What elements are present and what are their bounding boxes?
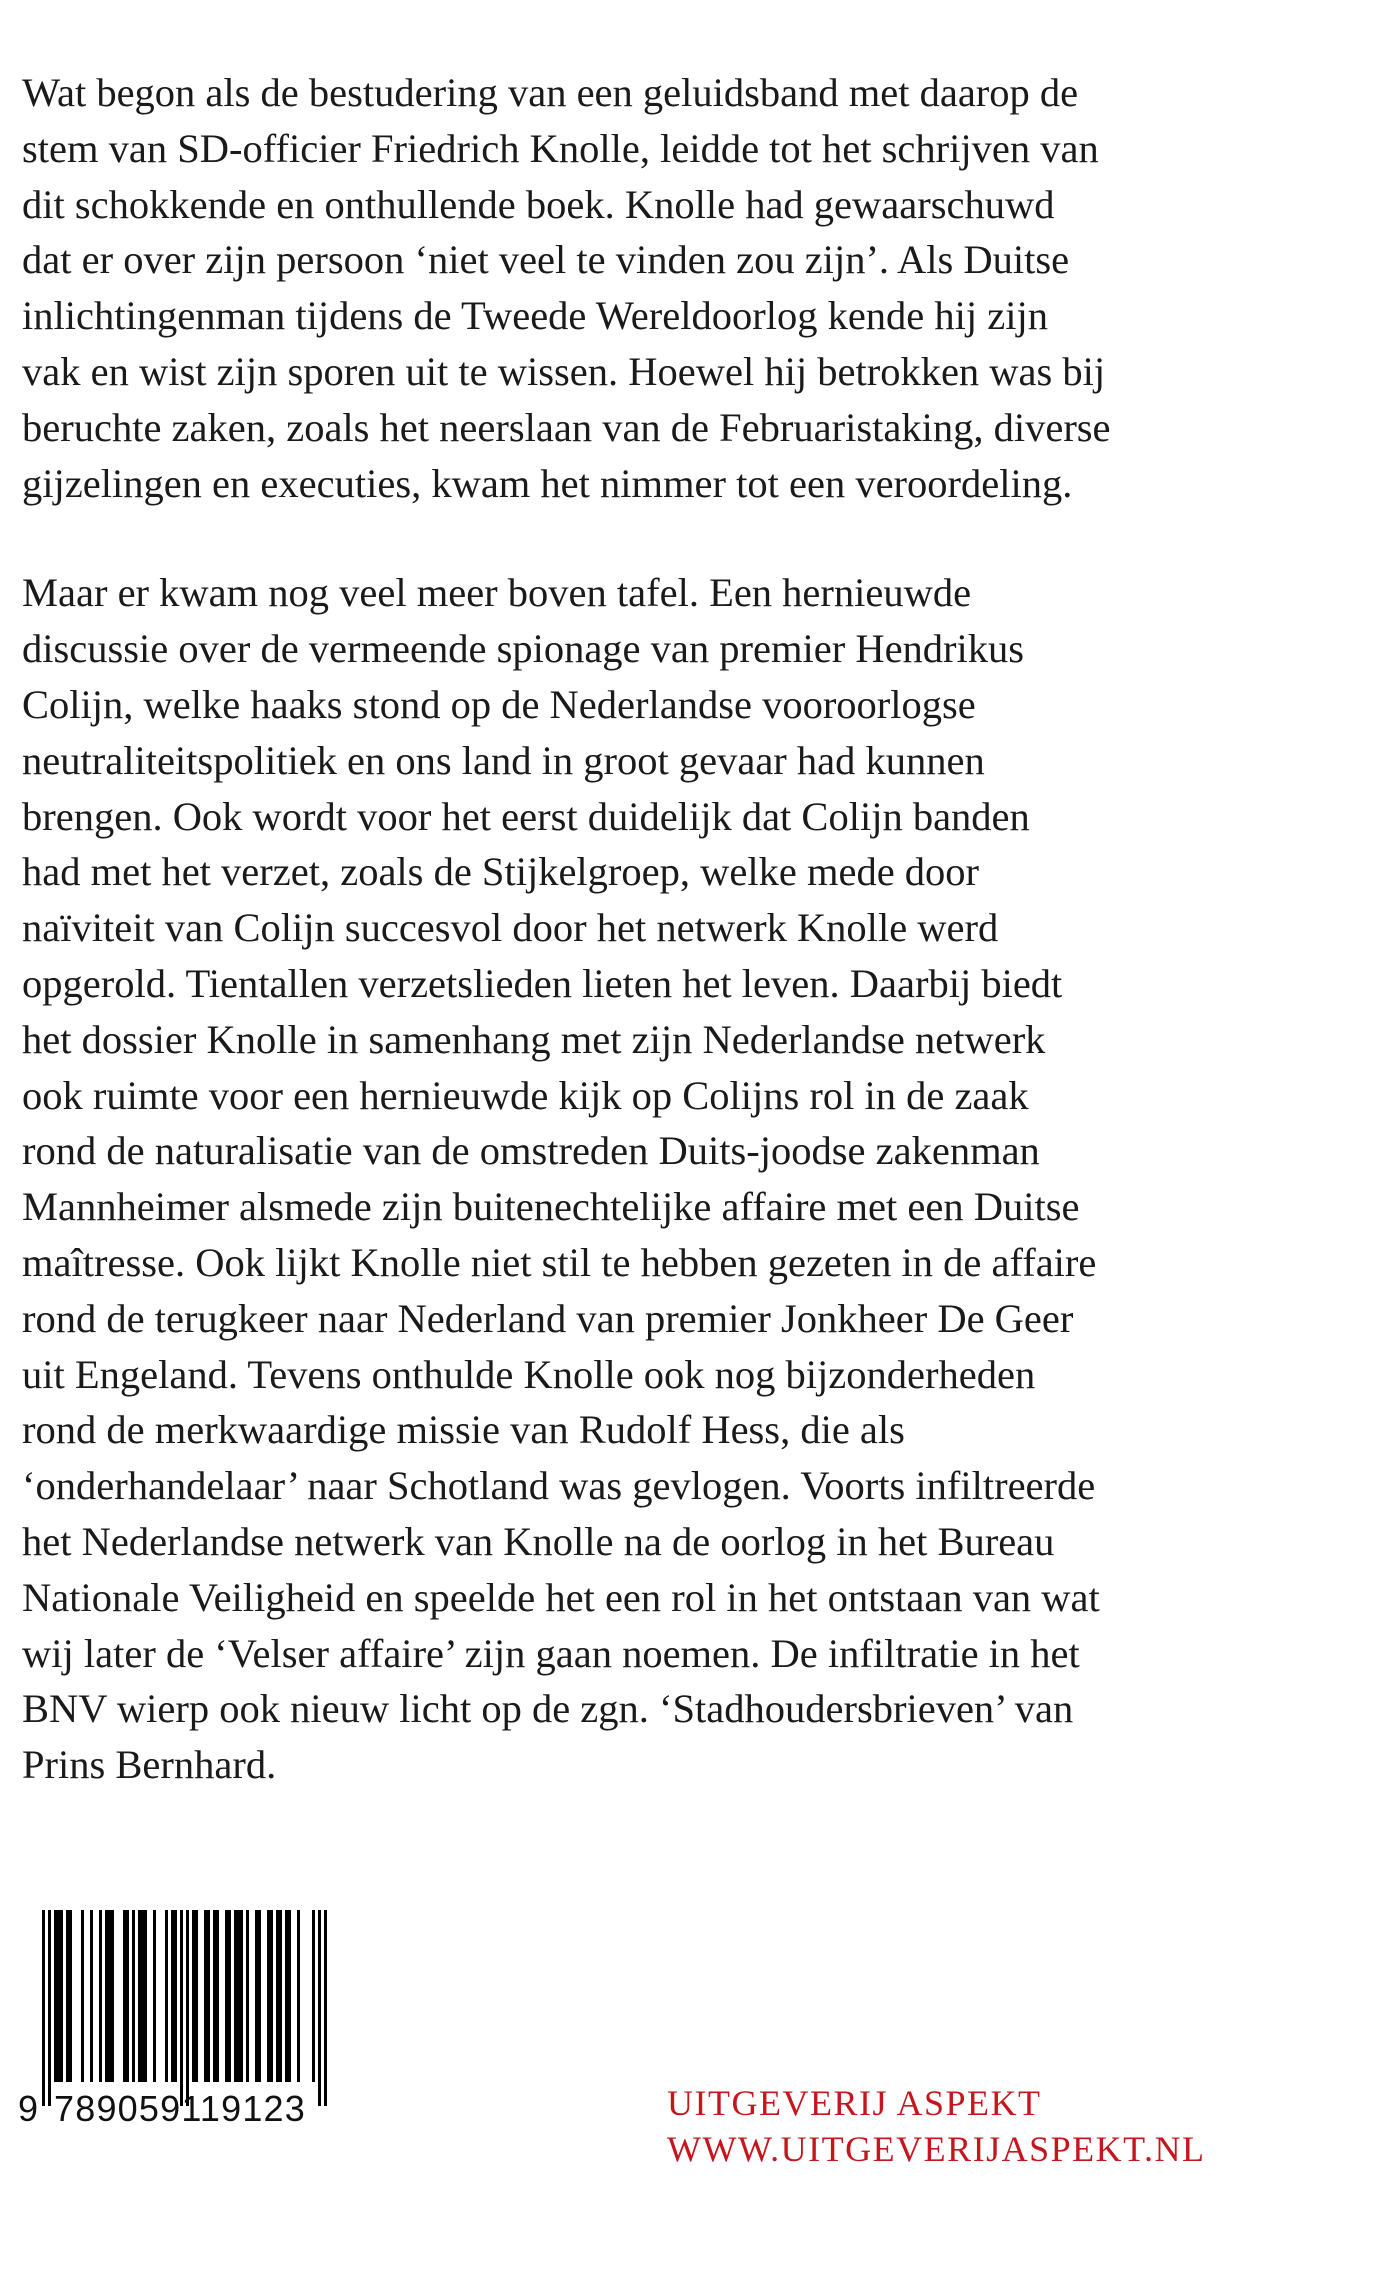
barcode-bar <box>228 1910 231 2082</box>
barcode-bar <box>276 1910 279 2082</box>
barcode-bar <box>240 1910 243 2082</box>
barcode-bar <box>234 1910 237 2082</box>
publisher-website[interactable]: WWW.UITGEVERIJASPEKT.NL <box>667 2129 1206 2169</box>
blurb-paragraph-1: Wat begon als de bestudering van een geluidsband met daarop de stem van SD-officier Friedrich Knolle, leidde tot het schrijven van dit schokkende en onthullende boek. Knolle had gewaarschuwd dat er over zijn persoon ‘niet veel te vinden zou zijn’. Als Duitse inlichtingenman tijdens de Tweede Wereldoorlog kende hij zijn vak en wist zijn sporen uit te wissen. Hoewel hij betrokken was bij beruchte zaken, zoals het neerslaan van de Februaristaking, diverse gijzelingen en executies, kwam het nimmer tot een veroordeling. <box>22 70 1111 506</box>
barcode-bar <box>153 1910 156 2082</box>
barcode-bar <box>69 1910 72 2082</box>
barcode-bar <box>216 1910 219 2082</box>
barcode-bar <box>111 1910 114 2082</box>
barcode-bar <box>57 1910 60 2082</box>
barcode-bar <box>285 1910 288 2082</box>
blurb-paragraph-2: Maar er kwam nog veel meer boven tafel. Een hernieuwde discussie over de vermeende spionage van premier Hendrikus Colijn, welke haaks stond op de Nederlandse vooroorlogse neutraliteitspolitiek en ons land in groot gevaar had kunnen brengen. Ook wordt voor het eerst duidelijk dat Colijn banden had met het verzet, zoals de Stijkelgroep, welke mede door naïviteit van Colijn succesvol door het netwerk Knolle werd opgerold. Tientallen verzetslieden lieten het leven. Daarbij biedt het dossier Knolle in samenhang met zijn Nederlandse netwerk ook ruimte voor een hernieuwde kijk op Colijns rol in de zaak rond de naturalisatie van de omstreden Duits-joodse zakenman Mannheimer alsmede zijn buitenechtelijke affaire met een Duitse maîtresse. Ook lijkt Knolle niet stil te hebben gezeten in de affaire rond de terugkeer naar Nederland van premier Jonkheer De Geer uit Engeland. Tevens onthulde Knolle ook nog bijzonderheden rond de merkwaardige missie van Rudolf Hess, die als ‘onderhandelaar’ naar Schotland was gevlogen. Voorts infiltreerde het Nederlandse netwerk van Knolle na de oorlog in het Bureau Nationale Veiligheid en speelde het een rol in het ontstaan van wat wij later de ‘Velser affaire’ zijn gaan noemen. De infiltratie in het BNV wierp ook nieuw licht op de zgn. ‘Stadhoudersbrieven’ van Prins Bernhard. <box>22 570 1100 1788</box>
isbn-first-digit: 9 <box>18 2088 39 2129</box>
barcode-bar <box>141 1910 144 2082</box>
isbn-number <box>16 2088 356 2130</box>
isbn-barcode <box>16 1908 356 2130</box>
blurb-text <box>22 65 1252 1793</box>
barcode-guard-bar <box>42 1910 45 2106</box>
barcode-bar <box>123 1910 126 2082</box>
barcode-bar <box>279 1910 282 2082</box>
isbn-digits: 789059119123 <box>54 2088 306 2129</box>
barcode-bar <box>138 1910 141 2082</box>
barcode-guard-bar <box>324 1910 327 2106</box>
barcode-bar <box>213 1910 216 2082</box>
barcode-bar <box>171 1910 174 2082</box>
barcode-guard-bar <box>180 1910 183 2106</box>
barcode-bar <box>297 1910 300 2082</box>
barcode-bar <box>195 1910 198 2082</box>
barcode-bar <box>105 1910 108 2082</box>
barcode-bar <box>288 1910 291 2082</box>
barcode-bar <box>255 1910 258 2082</box>
barcode-bar <box>207 1910 210 2082</box>
barcode-bar <box>258 1910 261 2082</box>
barcode-bar <box>225 1910 228 2082</box>
barcode-bar <box>267 1910 270 2082</box>
barcode-bar <box>81 1910 84 2082</box>
barcode-bar <box>126 1910 129 2082</box>
publisher-block <box>667 2080 1205 2172</box>
barcode-bar <box>99 1910 102 2082</box>
barcode-bar <box>174 1910 177 2082</box>
barcode-bar <box>60 1910 63 2082</box>
barcode-bar <box>246 1910 249 2082</box>
barcode-bar <box>192 1910 195 2082</box>
barcode-bar <box>237 1910 240 2082</box>
publisher-name: UITGEVERIJ ASPEKT <box>667 2083 1042 2123</box>
barcode-bar <box>204 1910 207 2082</box>
barcode-bar <box>66 1910 69 2082</box>
barcode-bar <box>90 1910 93 2082</box>
barcode-guard-bar <box>48 1910 51 2106</box>
barcode-bar <box>144 1910 147 2082</box>
barcode-bar <box>108 1910 111 2082</box>
barcode-bar <box>312 1910 315 2082</box>
barcode-bar <box>54 1910 57 2082</box>
barcode-guard-bar <box>318 1910 321 2106</box>
barcode-bar <box>132 1910 135 2082</box>
barcode-bar <box>165 1910 168 2082</box>
barcode-guard-bar <box>186 1910 189 2106</box>
barcode-bar <box>270 1910 273 2082</box>
